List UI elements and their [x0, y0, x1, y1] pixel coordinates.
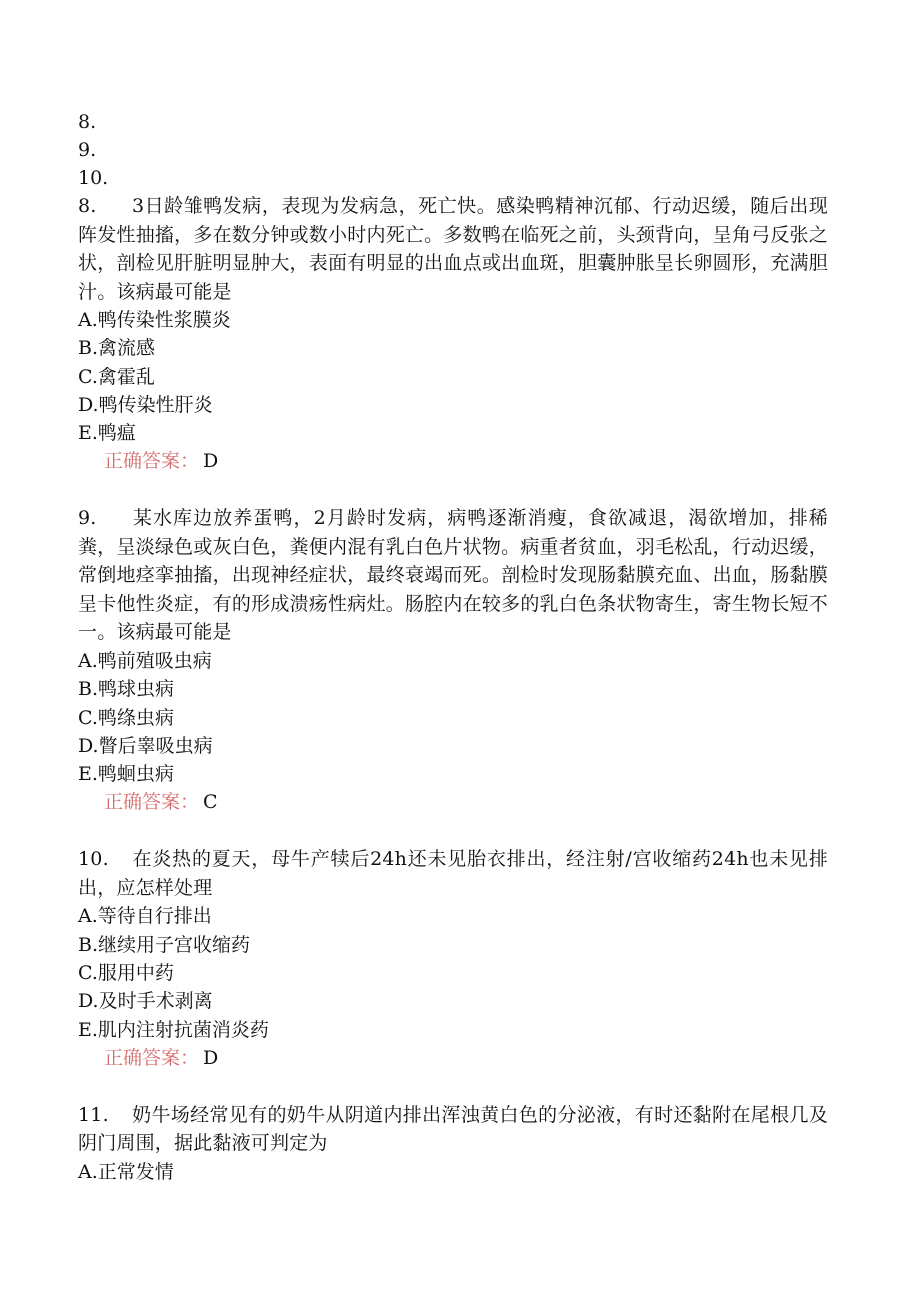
option-e: E.鸭瘟 — [78, 422, 136, 445]
question-text: 3日龄雏鸭发病，表现为发病急，死亡快。感染鸭精神沉郁、行动迟缓，随后出现阵发性抽搐，多在数分钟或数小时内死亡。多数鸭在临死之前，头颈背向，呈角弓反张之状，剖检见肝脏明显肿大，表面有明显的出血点或出血斑，胆囊肿胀呈长卵圆形，充满胆汁。该病最可能是 — [78, 195, 828, 303]
question-8 — [78, 192, 828, 476]
spacer — [78, 1072, 828, 1101]
answer-label: 正确答案： — [104, 1046, 200, 1069]
correct-answer — [78, 447, 828, 476]
question-number: 11. — [78, 1103, 109, 1126]
index-item: 9. — [78, 139, 97, 161]
option-a: A.等待自行排出 — [78, 905, 212, 928]
index-item: 8. — [78, 111, 97, 133]
question-stem — [78, 504, 828, 647]
answer-value: D — [203, 450, 219, 473]
question-index-list — [78, 108, 828, 192]
spacer — [78, 817, 828, 846]
question-number: 10. — [78, 848, 109, 871]
answer-value: D — [203, 1046, 219, 1069]
option-b: B.禽流感 — [78, 337, 156, 360]
option-d: D.瞥后睾吸虫病 — [78, 734, 213, 757]
question-text: 奶牛场经常见有的奶牛从阴道内排出浑浊黄白色的分泌液，有时还黏附在尾根几及阴门周围，据此黏液可判定为 — [78, 1103, 828, 1155]
document-page — [78, 108, 828, 1186]
question-text: 某水库边放养蛋鸭，2月龄时发病，病鸭逐渐消瘦，食欲减退，渴欲增加，排稀粪，呈淡绿色或灰白色，粪便内混有乳白色片状物。病重者贫血，羽毛松乱，行动迟缓，常倒地痉挛抽搐，出现神经症状，最终衰竭而死。剖检时发现肠黏膜充血、出血，肠黏膜呈卡他性炎症，有的形成溃疡性病灶。肠腔内在较多的乳白色条状物寄生，寄生物长短不一。该病最可能是 — [78, 507, 828, 644]
question-text: 在炎热的夏天，母牛产犊后24h还未见胎衣排出，经注射/宫收缩药24h也未见排出，应怎样处理 — [78, 848, 828, 899]
answer-value: C — [203, 791, 218, 814]
option-b: B.继续用子宫收缩药 — [78, 933, 251, 956]
option-a: A.正常发情 — [78, 1160, 174, 1183]
option-a: A.鸭前殖吸虫病 — [78, 649, 212, 672]
question-10 — [78, 845, 828, 1072]
question-11 — [78, 1101, 828, 1186]
question-number: 9. — [78, 507, 97, 530]
index-item: 10. — [78, 167, 109, 189]
option-c: C.鸭绦虫病 — [78, 706, 174, 729]
option-e: E.鸭蛔虫病 — [78, 763, 174, 786]
correct-answer — [78, 1044, 828, 1073]
question-9 — [78, 504, 828, 816]
option-c: C.服用中药 — [78, 962, 174, 985]
question-stem — [78, 1101, 828, 1158]
spacer — [78, 476, 828, 505]
question-number: 8. — [78, 195, 97, 217]
option-e: E.肌内注射抗菌消炎药 — [78, 1018, 269, 1041]
answer-label: 正确答案： — [104, 791, 200, 814]
option-d: D.及时手术剥离 — [78, 990, 213, 1013]
option-b: B.鸭球虫病 — [78, 678, 175, 701]
option-a: A.鸭传染性浆膜炎 — [78, 309, 231, 331]
option-c: C.禽霍乱 — [78, 365, 155, 388]
option-d: D.鸭传染性肝炎 — [78, 393, 213, 416]
question-stem — [78, 845, 828, 902]
correct-answer — [78, 788, 828, 817]
question-stem — [78, 192, 828, 306]
answer-label: 正确答案： — [104, 450, 200, 473]
